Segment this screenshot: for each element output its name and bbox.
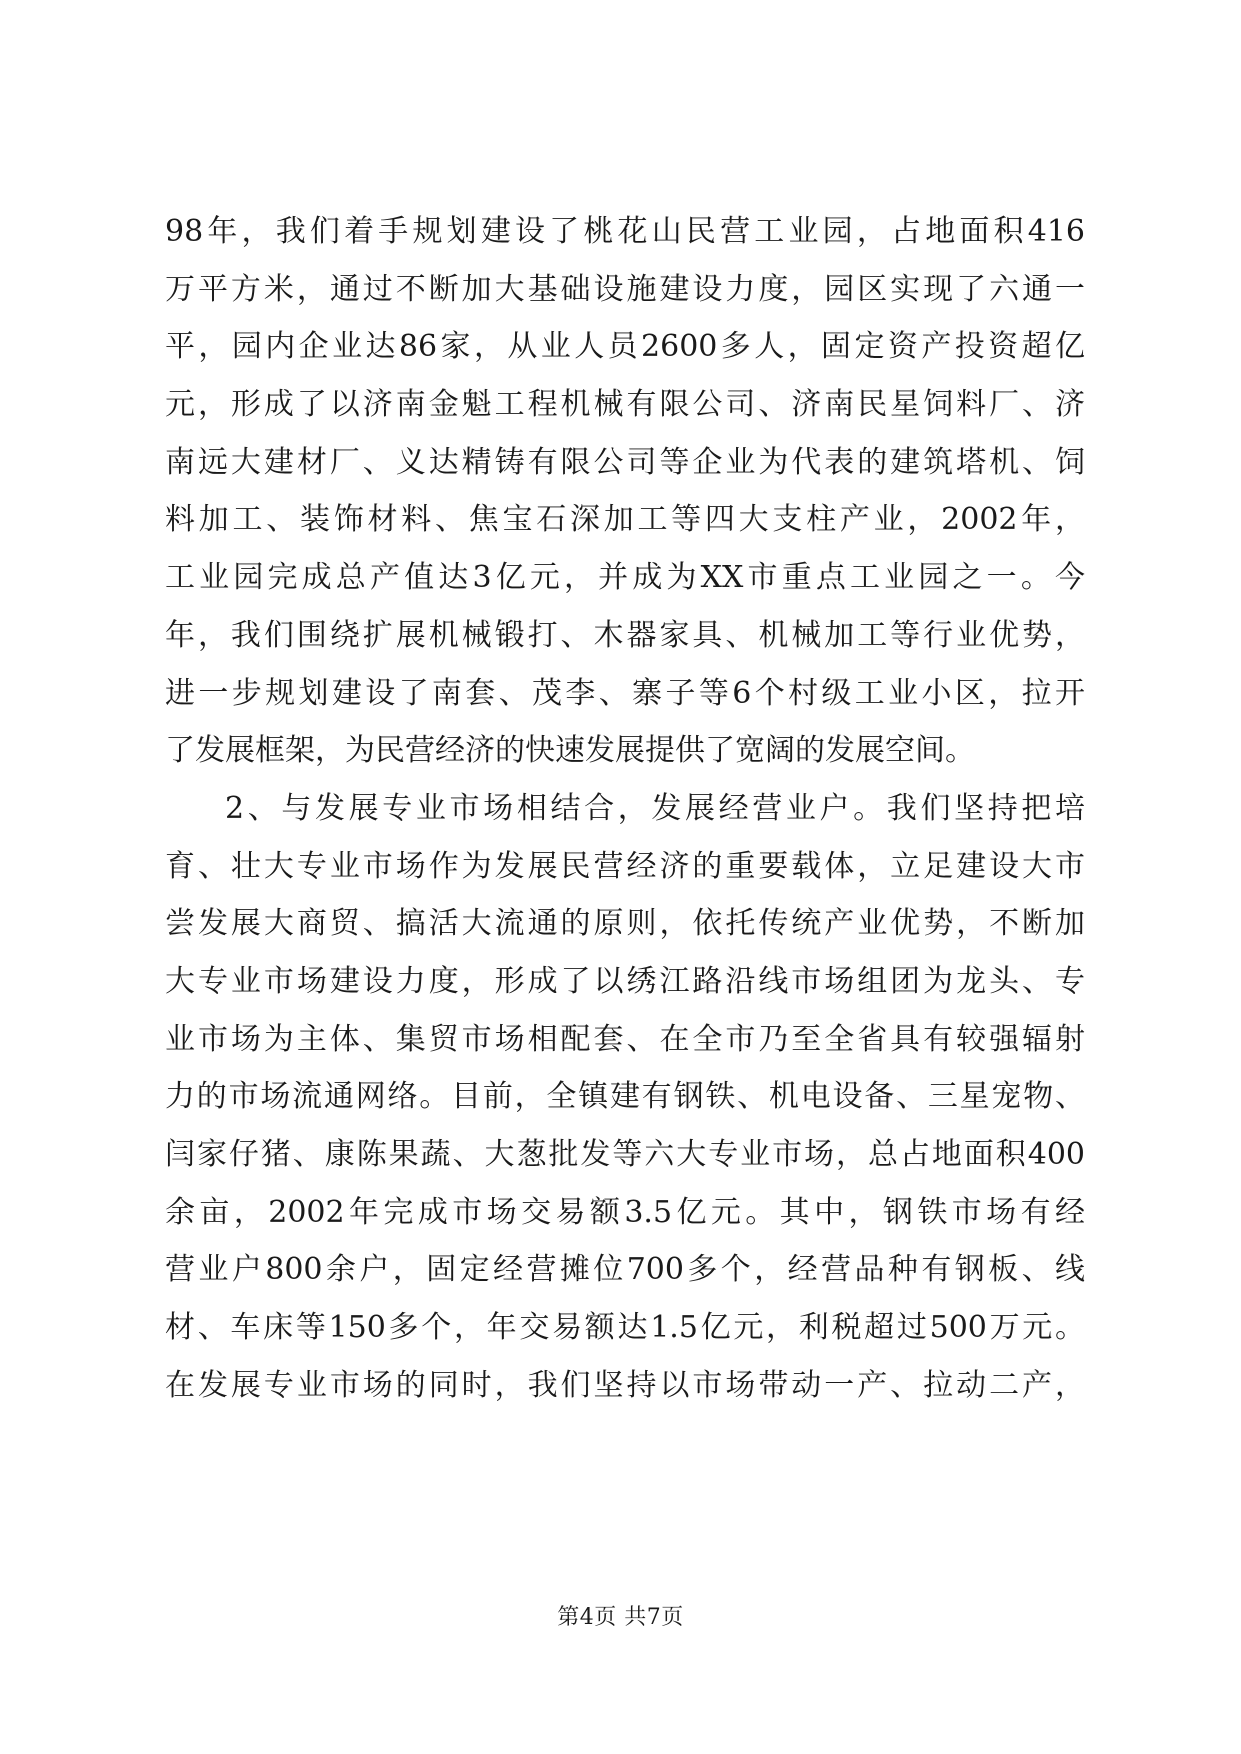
text-line: 年，我们围绕扩展机械锻打、木器家具、机械加工等行业优势， (165, 617, 1085, 653)
text-line: 余亩，2002年完成市场交易额3.5亿元。其中，钢铁市场有经 (165, 1194, 1085, 1230)
text-line: 料加工、装饰材料、焦宝石深加工等四大支柱产业，2002年， (165, 502, 1085, 538)
body-text (165, 203, 1085, 1414)
text-line: 工业园完成总产值达3亿元，并成为XX市重点工业园之一。今 (165, 560, 1085, 596)
text-line: 平，园内企业达86家，从业人员2600多人，固定资产投资超亿 (165, 329, 1085, 365)
text-line: 在发展专业市场的同时，我们坚持以市场带动一产、拉动二产， (165, 1367, 1085, 1403)
paragraph-start-line: 2、与发展专业市场相结合，发展经营业户。我们坚持把培 (225, 790, 1085, 826)
text-line: 力的市场流通网络。目前，全镇建有钢铁、机电设备、三星宠物、 (165, 1079, 1085, 1115)
text-line: 育、壮大专业市场作为发展民营经济的重要载体，立足建设大市 (165, 848, 1085, 884)
text-line: 大专业市场建设力度，形成了以绣江路沿线市场组团为龙头、专 (165, 963, 1085, 999)
text-line: 万平方米，通过不断加大基础设施建设力度，园区实现了六通一 (165, 271, 1085, 307)
text-line: 营业户800余户，固定经营摊位700多个，经营品种有钢板、线 (165, 1252, 1085, 1288)
text-line: 材、车床等150多个，年交易额达1.5亿元，利税超过500万元。 (165, 1310, 1085, 1346)
text-line: 98年，我们着手规划建设了桃花山民营工业园，占地面积416 (165, 214, 1085, 249)
paragraph-end-line: 了发展框架，为民营经济的快速发展提供了宽阔的发展空间。 (165, 733, 975, 769)
page-number-label: 第4页 共7页 (557, 1605, 684, 1630)
text-line: 元，形成了以济南金魁工程机械有限公司、济南民星饲料厂、济 (165, 387, 1085, 423)
text-line: 尝发展大商贸、搞活大流通的原则，依托传统产业优势，不断加 (165, 906, 1085, 942)
text-line: 闫家仔猪、康陈果蔬、大葱批发等六大专业市场，总占地面积400 (165, 1137, 1085, 1172)
text-line: 进一步规划建设了南套、茂李、寨子等6个村级工业小区，拉开 (165, 675, 1085, 711)
page-footer (0, 1604, 1241, 1632)
text-line: 南远大建材厂、义达精铸有限公司等企业为代表的建筑塔机、饲 (165, 444, 1085, 480)
text-line: 业市场为主体、集贸市场相配套、在全市乃至全省具有较强辐射 (165, 1021, 1085, 1057)
